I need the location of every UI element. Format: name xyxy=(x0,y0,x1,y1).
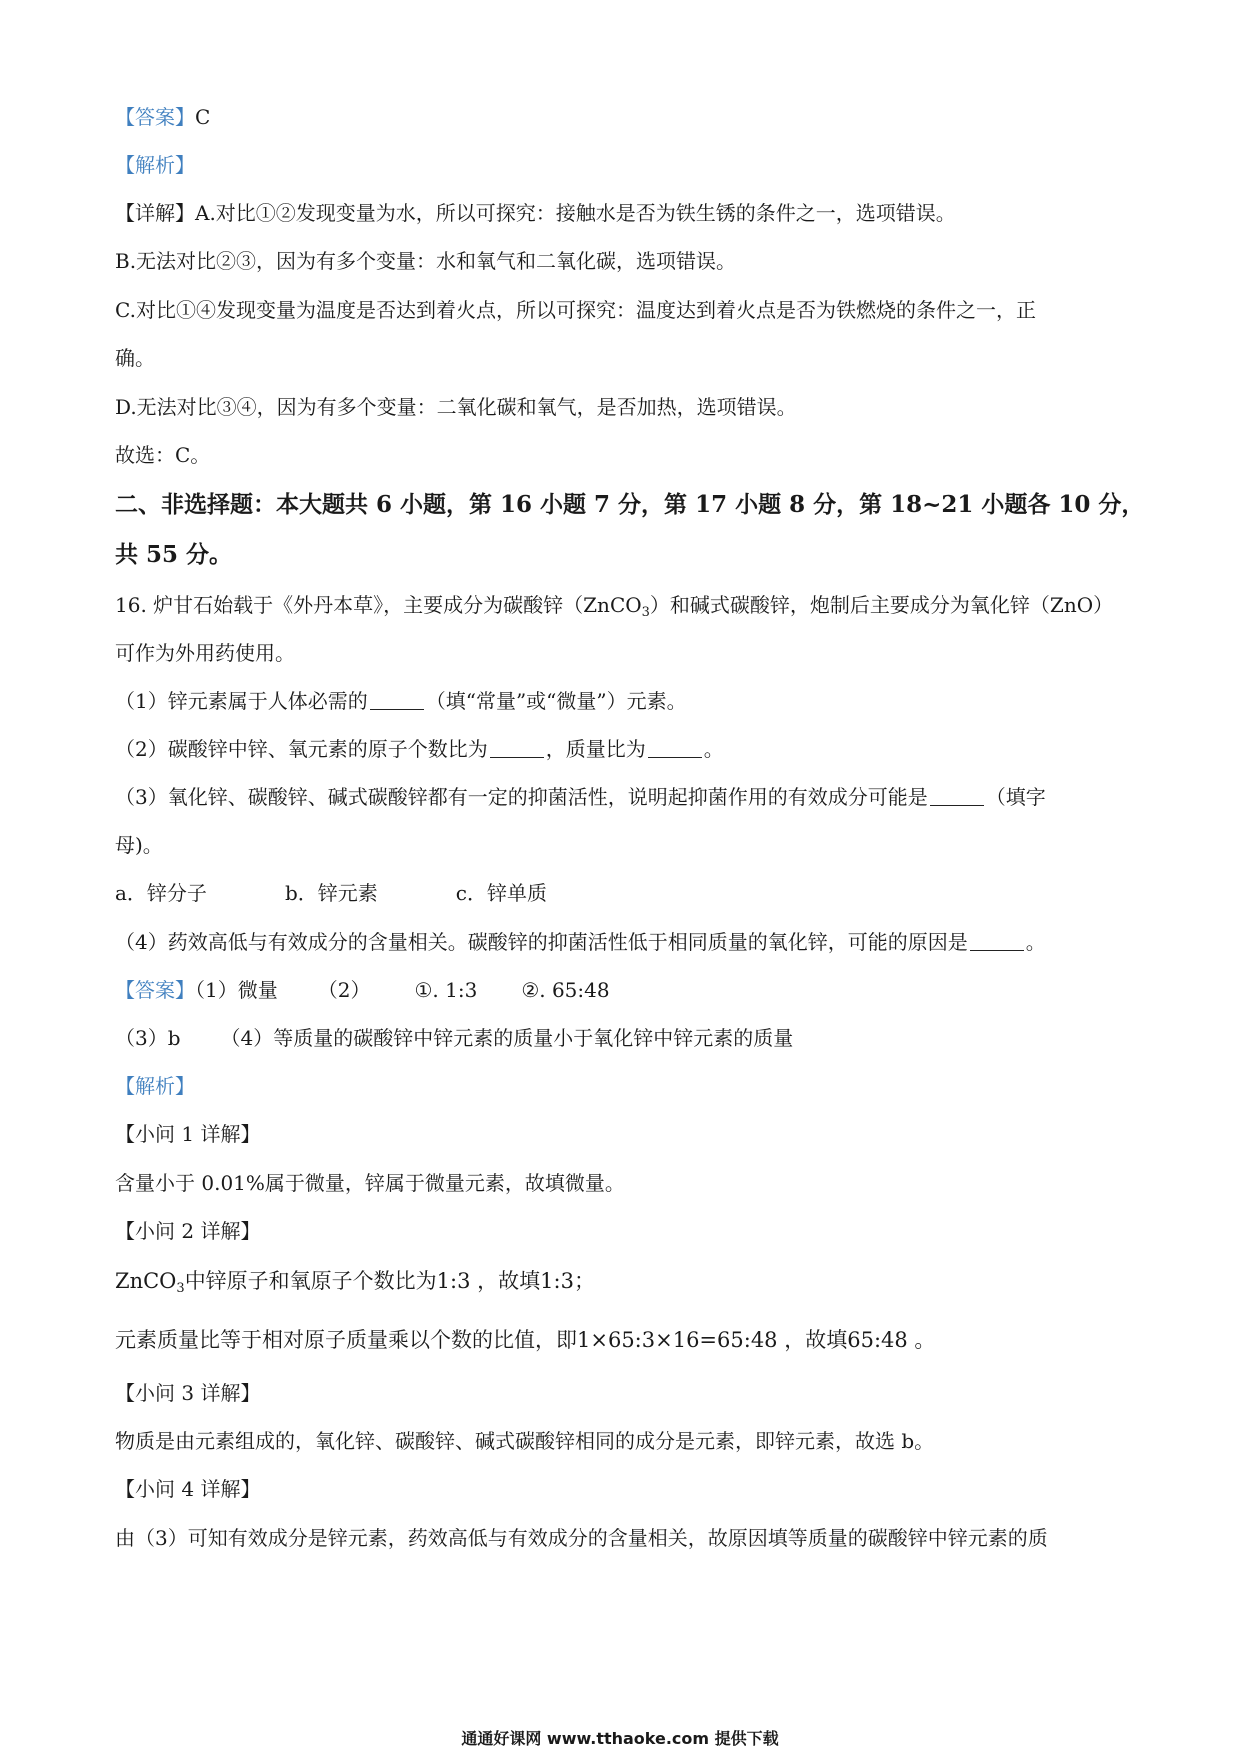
answer-blank[interactable] xyxy=(490,739,544,758)
part2-text: （2）碳酸锌中锌、氧元素的原子个数比为 xyxy=(115,737,488,761)
formula-rest: 中锌原子和氧原子个数比为1:3 ，故填1:3； xyxy=(184,1269,595,1293)
formula: ZnCO xyxy=(115,1269,177,1293)
part2-end: 。 xyxy=(703,737,724,761)
choice-line: 故选：C。 xyxy=(115,443,211,467)
detail-c-line2: 确。 xyxy=(115,346,155,370)
analysis-16-tag: 【解析】 xyxy=(115,1074,195,1098)
q16-part3-cont: 母)。 xyxy=(115,833,163,857)
answer-4: （4）等质量的碳酸锌中锌元素的质量小于氧化锌中锌元素的质量 xyxy=(220,1026,794,1050)
q16-stem-part-a: 16. 炉甘石始载于《外丹本草》，主要成分为碳酸锌（ZnCO xyxy=(115,593,642,617)
sub-question-2-heading: 【小问 2 详解】 xyxy=(115,1219,261,1243)
answer-15 xyxy=(115,102,210,132)
q16-part3 xyxy=(115,782,1046,812)
q16-part2 xyxy=(115,734,724,764)
q16-options xyxy=(115,878,547,908)
answer-2a: ①. 1:3 xyxy=(414,978,478,1002)
sub-question-4-heading: 【小问 4 详解】 xyxy=(115,1477,261,1501)
detail-a: 【详解】A.对比①②发现变量为水，所以可探究：接触水是否为铁生锈的条件之一，选项错误。 xyxy=(115,201,956,225)
q16-part4 xyxy=(115,927,1046,957)
answer-1: （1）微量 xyxy=(195,978,278,1002)
answer-2: （2） xyxy=(317,978,371,1002)
subscript: 3 xyxy=(641,605,650,620)
answer-16-line2 xyxy=(115,1023,793,1053)
part4-text: （4）药效高低与有效成分的含量相关。碳酸锌的抑菌活性低于相同质量的氧化锌，可能的原因是 xyxy=(115,930,968,954)
sub-question-3-heading: 【小问 3 详解】 xyxy=(115,1381,261,1405)
part3-text: （3）氧化锌、碳酸锌、碱式碳酸锌都有一定的抑菌活性，说明起抑菌作用的有效成分可能是 xyxy=(115,785,928,809)
answer-blank[interactable] xyxy=(930,787,984,806)
sub-question-4-text: 由（3）可知有效成分是锌元素，药效高低与有效成分的含量相关，故原因填等质量的碳酸锌中锌元素的质 xyxy=(115,1526,1048,1550)
q16-stem-line2: 可作为外用药使用。 xyxy=(115,641,295,665)
q16-part1 xyxy=(115,686,687,716)
answer-blank[interactable] xyxy=(970,932,1024,951)
section-heading-line1: 二、非选择题：本大题共 6 小题，第 16 小题 7 分，第 17 小题 8 分，第 18~21 小题各 10 分， xyxy=(115,491,1145,518)
detail-d: D.无法对比③④，因为有多个变量：二氧化碳和氧气，是否加热，选项错误。 xyxy=(115,395,797,419)
answer-value: C xyxy=(195,105,211,129)
answer-blank[interactable] xyxy=(370,691,424,710)
q16-stem-part-b: ）和碱式碳酸锌，炮制后主要成分为氧化锌（ZnO） xyxy=(649,593,1114,617)
sub-question-3-text: 物质是由元素组成的，氧化锌、碳酸锌、碱式碳酸锌相同的成分是元素，即锌元素，故选 b。 xyxy=(115,1429,935,1453)
option-a: a．锌分子 xyxy=(115,881,207,905)
part2-text-mid: ，质量比为 xyxy=(545,737,646,761)
sub-question-1-text: 含量小于 0.01%属于微量，锌属于微量元素，故填微量。 xyxy=(115,1171,625,1195)
sub-question-1-heading: 【小问 1 详解】 xyxy=(115,1122,261,1146)
answer-3: （3）b xyxy=(115,1026,181,1050)
detail-c-line1: C.对比①④发现变量为温度是否达到着火点，所以可探究：温度达到着火点是否为铁燃烧的条件之一，正 xyxy=(115,298,1036,322)
q16-stem-line1 xyxy=(115,590,1113,628)
part4-end: 。 xyxy=(1025,930,1046,954)
answer-16 xyxy=(115,975,610,1005)
answer-blank[interactable] xyxy=(648,739,702,758)
footer-credit: 通通好课网 www.tthaoke.com 提供下载 xyxy=(461,1729,779,1748)
part1-text: （1）锌元素属于人体必需的 xyxy=(115,689,368,713)
answer-tag: 【答案】 xyxy=(115,105,195,129)
section-heading-line2: 共 55 分。 xyxy=(115,541,233,568)
sub-question-2-text1 xyxy=(115,1266,595,1304)
detail-b: B.无法对比②③，因为有多个变量：水和氧气和二氧化碳，选项错误。 xyxy=(115,249,737,273)
part3-hint: （填字 xyxy=(985,785,1046,809)
subscript: 3 xyxy=(176,1281,185,1296)
analysis-tag: 【解析】 xyxy=(115,153,195,177)
answer-tag: 【答案】 xyxy=(115,978,195,1002)
option-b: b．锌元素 xyxy=(284,881,378,905)
sub-question-2-text2: 元素质量比等于相对原子质量乘以个数的比值，即1×65:3×16=65:48 ，故填65:48 。 xyxy=(115,1328,936,1352)
answer-2b: ②. 65:48 xyxy=(521,978,610,1002)
option-c: c．锌单质 xyxy=(455,881,547,905)
part1-hint: （填“常量”或“微量”）元素。 xyxy=(425,689,687,713)
